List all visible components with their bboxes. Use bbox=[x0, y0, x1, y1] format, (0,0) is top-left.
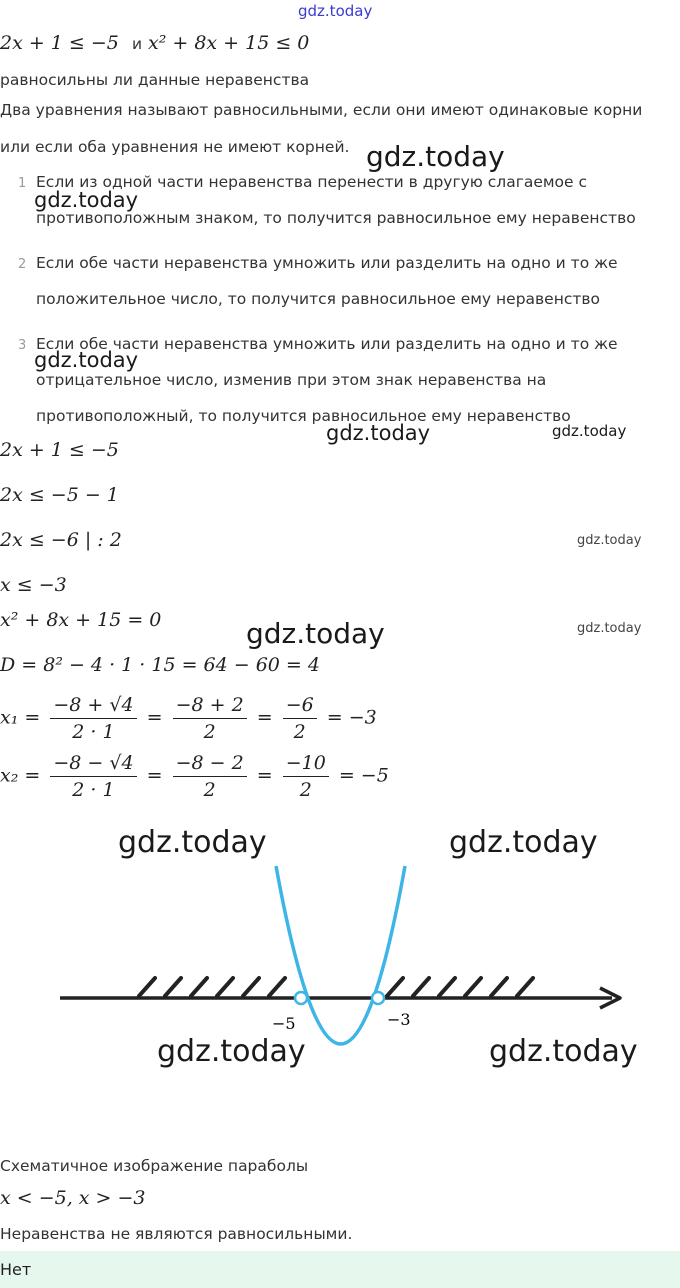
fraction-denominator: 2 · 1 bbox=[72, 721, 115, 743]
watermark: gdz.today bbox=[552, 422, 627, 440]
watermark: gdz.today bbox=[157, 1034, 306, 1069]
answer-bar bbox=[0, 1251, 680, 1288]
watermark: gdz.today bbox=[326, 421, 431, 445]
solution-set: x < −5, x > −3 bbox=[0, 1187, 146, 1209]
solution-step-1: 2x + 1 ≤ −5 bbox=[0, 439, 119, 461]
watermark-top: gdz.today bbox=[298, 2, 373, 20]
equals-sign: = bbox=[256, 706, 273, 729]
definition-line-2: или если оба уравнения не имеют корней. bbox=[0, 138, 350, 156]
fraction bbox=[283, 694, 317, 743]
hatching-left bbox=[139, 978, 285, 996]
fraction-numerator: −8 − √4 bbox=[50, 752, 136, 777]
equals-sign: = bbox=[146, 764, 163, 787]
watermark: gdz.today bbox=[118, 825, 267, 860]
fraction-numerator: −8 − 2 bbox=[173, 752, 247, 777]
root-x2 bbox=[0, 752, 389, 801]
root-result: = −5 bbox=[338, 764, 389, 787]
graph-caption: Схематичное изображение параболы bbox=[0, 1157, 309, 1175]
rule-text: Если обе части неравенства умножить или разделить на одно и то же bbox=[36, 254, 618, 272]
fraction-denominator: 2 bbox=[203, 721, 216, 743]
watermark: gdz.today bbox=[246, 617, 385, 650]
watermark: gdz.today bbox=[366, 140, 505, 173]
watermark: gdz.today bbox=[577, 533, 642, 548]
fraction-denominator: 2 bbox=[293, 721, 306, 743]
equals-sign: = bbox=[146, 706, 163, 729]
tick-label-right: −3 bbox=[387, 1010, 411, 1029]
problem-inequality-b: x² + 8x + 15 ≤ 0 bbox=[148, 32, 310, 54]
solution-step-5: x² + 8x + 15 = 0 bbox=[0, 609, 162, 631]
root-x1 bbox=[0, 694, 377, 743]
root-result: = −3 bbox=[326, 706, 377, 729]
problem-question: равносильны ли данные неравенства bbox=[0, 71, 310, 89]
problem-inequality-a: 2x + 1 ≤ −5 bbox=[0, 32, 119, 54]
fraction-numerator: −8 + √4 bbox=[50, 694, 136, 719]
rule-text: положительное число, то получится равносильное ему неравенство bbox=[36, 290, 601, 308]
fraction bbox=[173, 694, 247, 743]
answer-text: Нет bbox=[0, 1260, 32, 1279]
hatching-right bbox=[387, 978, 533, 996]
watermark: gdz.today bbox=[577, 621, 642, 636]
fraction-denominator: 2 bbox=[203, 779, 216, 801]
rule-text: противоположный, то получится равносильное ему неравенство bbox=[36, 407, 571, 425]
fraction-numerator: −6 bbox=[283, 694, 317, 719]
rule-text: противоположным знаком, то получится равносильное ему неравенство bbox=[36, 209, 636, 227]
solution-step-2: 2x ≤ −5 − 1 bbox=[0, 484, 119, 506]
watermark: gdz.today bbox=[34, 188, 139, 212]
root-label: x₂ = bbox=[0, 764, 41, 787]
solution-step-3: 2x ≤ −6 | : 2 bbox=[0, 529, 122, 551]
rule-text: Если обе части неравенства умножить или разделить на одно и то же bbox=[36, 335, 618, 353]
conclusion-statement: Неравенства не являются равносильными. bbox=[0, 1225, 353, 1243]
watermark: gdz.today bbox=[449, 825, 598, 860]
fraction-numerator: −10 bbox=[283, 752, 329, 777]
root-point-left bbox=[295, 992, 307, 1004]
rule-text: Если из одной части неравенства перенести в другую слагаемое с bbox=[36, 173, 588, 191]
fraction bbox=[50, 752, 136, 801]
root-point-right bbox=[372, 992, 384, 1004]
fraction-numerator: −8 + 2 bbox=[173, 694, 247, 719]
discriminant: D = 8² − 4 · 1 · 15 = 64 − 60 = 4 bbox=[0, 654, 320, 676]
fraction bbox=[283, 752, 329, 801]
rule-number: 1 bbox=[18, 176, 27, 191]
definition-line-1: Два уравнения называют равносильными, если они имеют одинаковые корни bbox=[0, 101, 643, 119]
fraction-denominator: 2 · 1 bbox=[72, 779, 115, 801]
fraction-denominator: 2 bbox=[299, 779, 312, 801]
rule-text: отрицательное число, изменив при этом знак неравенства на bbox=[36, 371, 547, 389]
rule-number: 3 bbox=[18, 338, 27, 353]
fraction bbox=[173, 752, 247, 801]
fraction bbox=[50, 694, 136, 743]
watermark: gdz.today bbox=[34, 348, 139, 372]
parabola-graph bbox=[0, 800, 680, 1120]
solution-step-4: x ≤ −3 bbox=[0, 574, 67, 596]
rule-number: 2 bbox=[18, 257, 27, 272]
equals-sign: = bbox=[256, 764, 273, 787]
tick-label-left: −5 bbox=[272, 1014, 296, 1033]
root-label: x₁ = bbox=[0, 706, 41, 729]
problem-and: и bbox=[132, 35, 143, 53]
watermark: gdz.today bbox=[489, 1034, 638, 1069]
